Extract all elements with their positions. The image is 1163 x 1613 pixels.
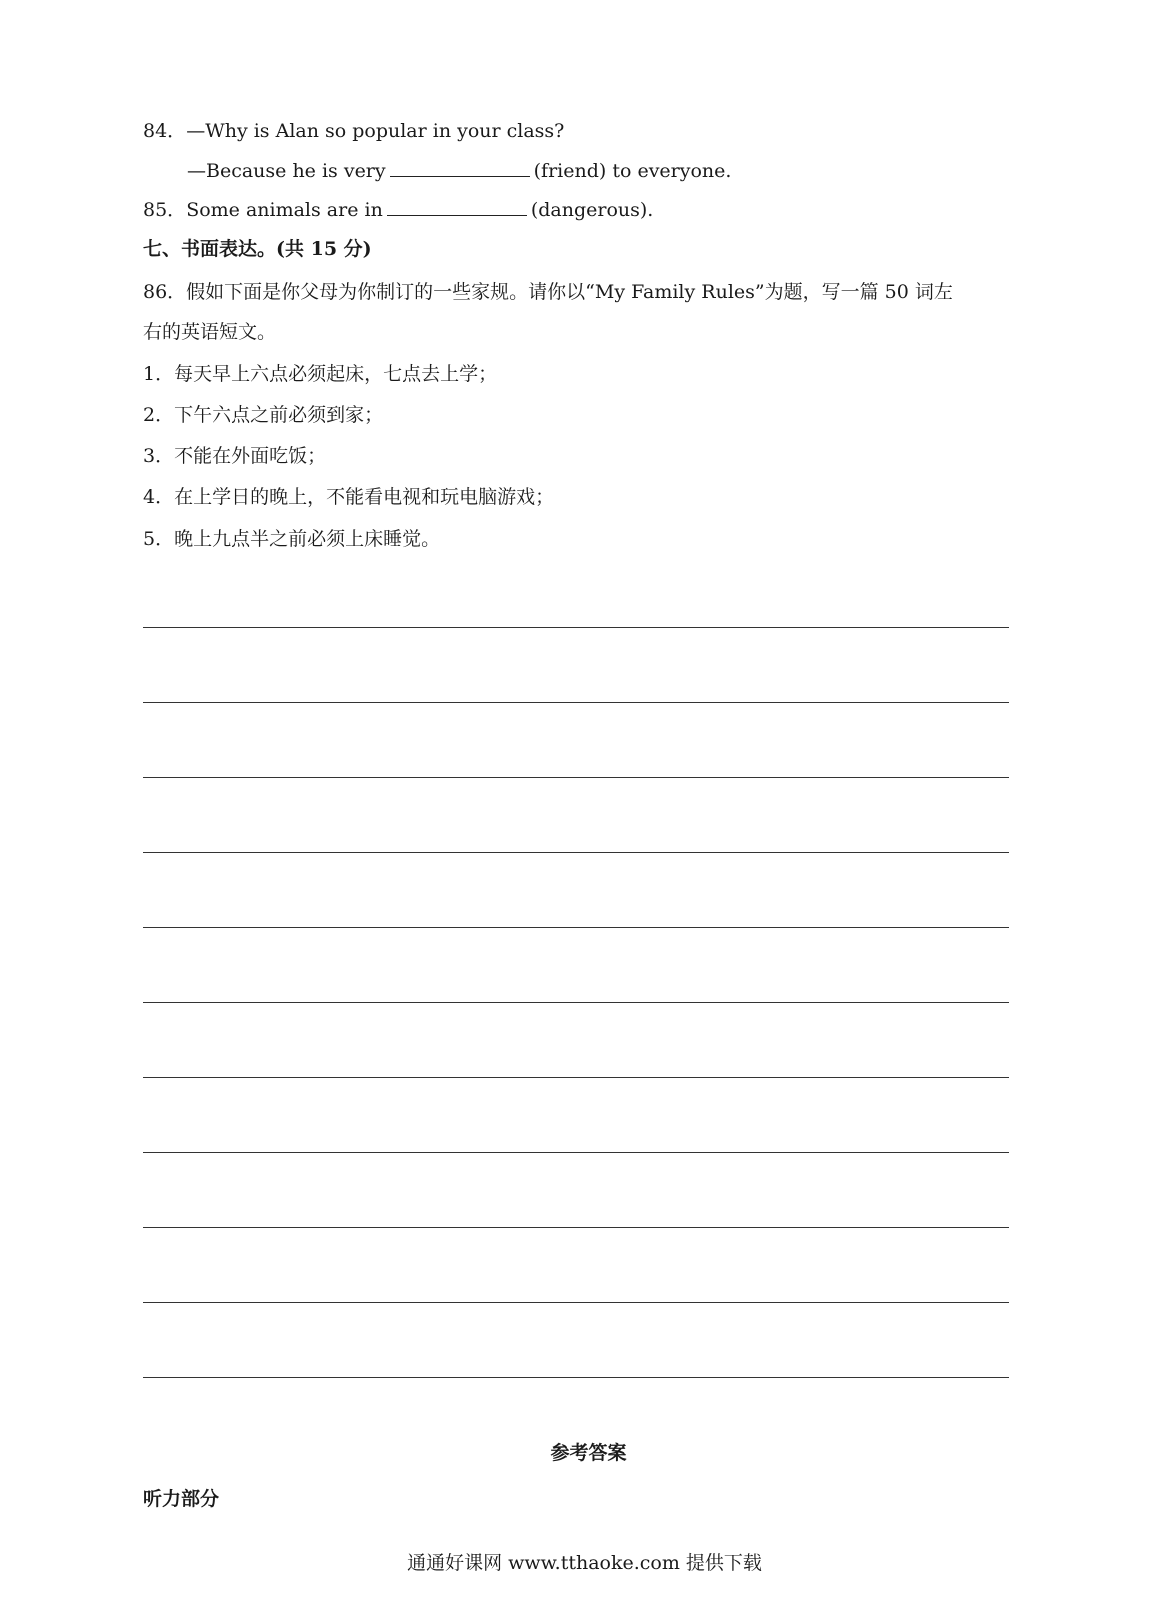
rule-item-5: 5．晚上九点半之前必须上床睡觉。 bbox=[143, 528, 441, 550]
q85-blank[interactable] bbox=[387, 197, 527, 216]
q85-prefix: Some animals are in bbox=[186, 199, 383, 221]
q86-prompt-line2: 右的英语短文。 bbox=[143, 321, 277, 343]
q84-answer-suffix: (friend) to everyone. bbox=[533, 160, 732, 182]
writing-line[interactable] bbox=[143, 1152, 1009, 1153]
q85-line bbox=[143, 197, 653, 223]
writing-line[interactable] bbox=[143, 1227, 1009, 1228]
q84-question-text: —Why is Alan so popular in your class? bbox=[186, 120, 565, 142]
rule-item-2: 2．下午六点之前必须到家； bbox=[143, 404, 384, 426]
q84-line1 bbox=[143, 118, 564, 144]
answer-key-title: 参考答案 bbox=[550, 1442, 627, 1464]
rule-item-1: 1．每天早上六点必须起床，七点去上学； bbox=[143, 363, 498, 385]
writing-line[interactable] bbox=[143, 1077, 1009, 1078]
section7-heading: 七、书面表达。(共 15 分) bbox=[143, 238, 372, 260]
q85-number: 85． bbox=[143, 199, 187, 221]
listening-section-heading: 听力部分 bbox=[143, 1488, 220, 1510]
rule-item-4: 4．在上学日的晚上，不能看电视和玩电脑游戏； bbox=[143, 486, 555, 508]
page-footer: 通通好课网 www.tthaoke.com 提供下载 bbox=[407, 1552, 762, 1574]
writing-line[interactable] bbox=[143, 702, 1009, 703]
q86-prompt-line1: 86．假如下面是你父母为你制订的一些家规。请你以“My Family Rules”为题，写一篇 50 词左 bbox=[143, 281, 953, 303]
writing-line[interactable] bbox=[143, 927, 1009, 928]
writing-line[interactable] bbox=[143, 777, 1009, 778]
writing-line[interactable] bbox=[143, 852, 1009, 853]
q85-suffix: (dangerous). bbox=[530, 199, 654, 221]
writing-line[interactable] bbox=[143, 1002, 1009, 1003]
q84-answer-prefix: —Because he is very bbox=[187, 160, 386, 182]
q84-blank[interactable] bbox=[390, 158, 530, 177]
writing-line[interactable] bbox=[143, 627, 1009, 628]
writing-line[interactable] bbox=[143, 1377, 1009, 1378]
rule-item-3: 3．不能在外面吃饭； bbox=[143, 445, 327, 467]
writing-line[interactable] bbox=[143, 1302, 1009, 1303]
q84-line2 bbox=[187, 158, 731, 184]
q84-number: 84． bbox=[143, 120, 187, 142]
